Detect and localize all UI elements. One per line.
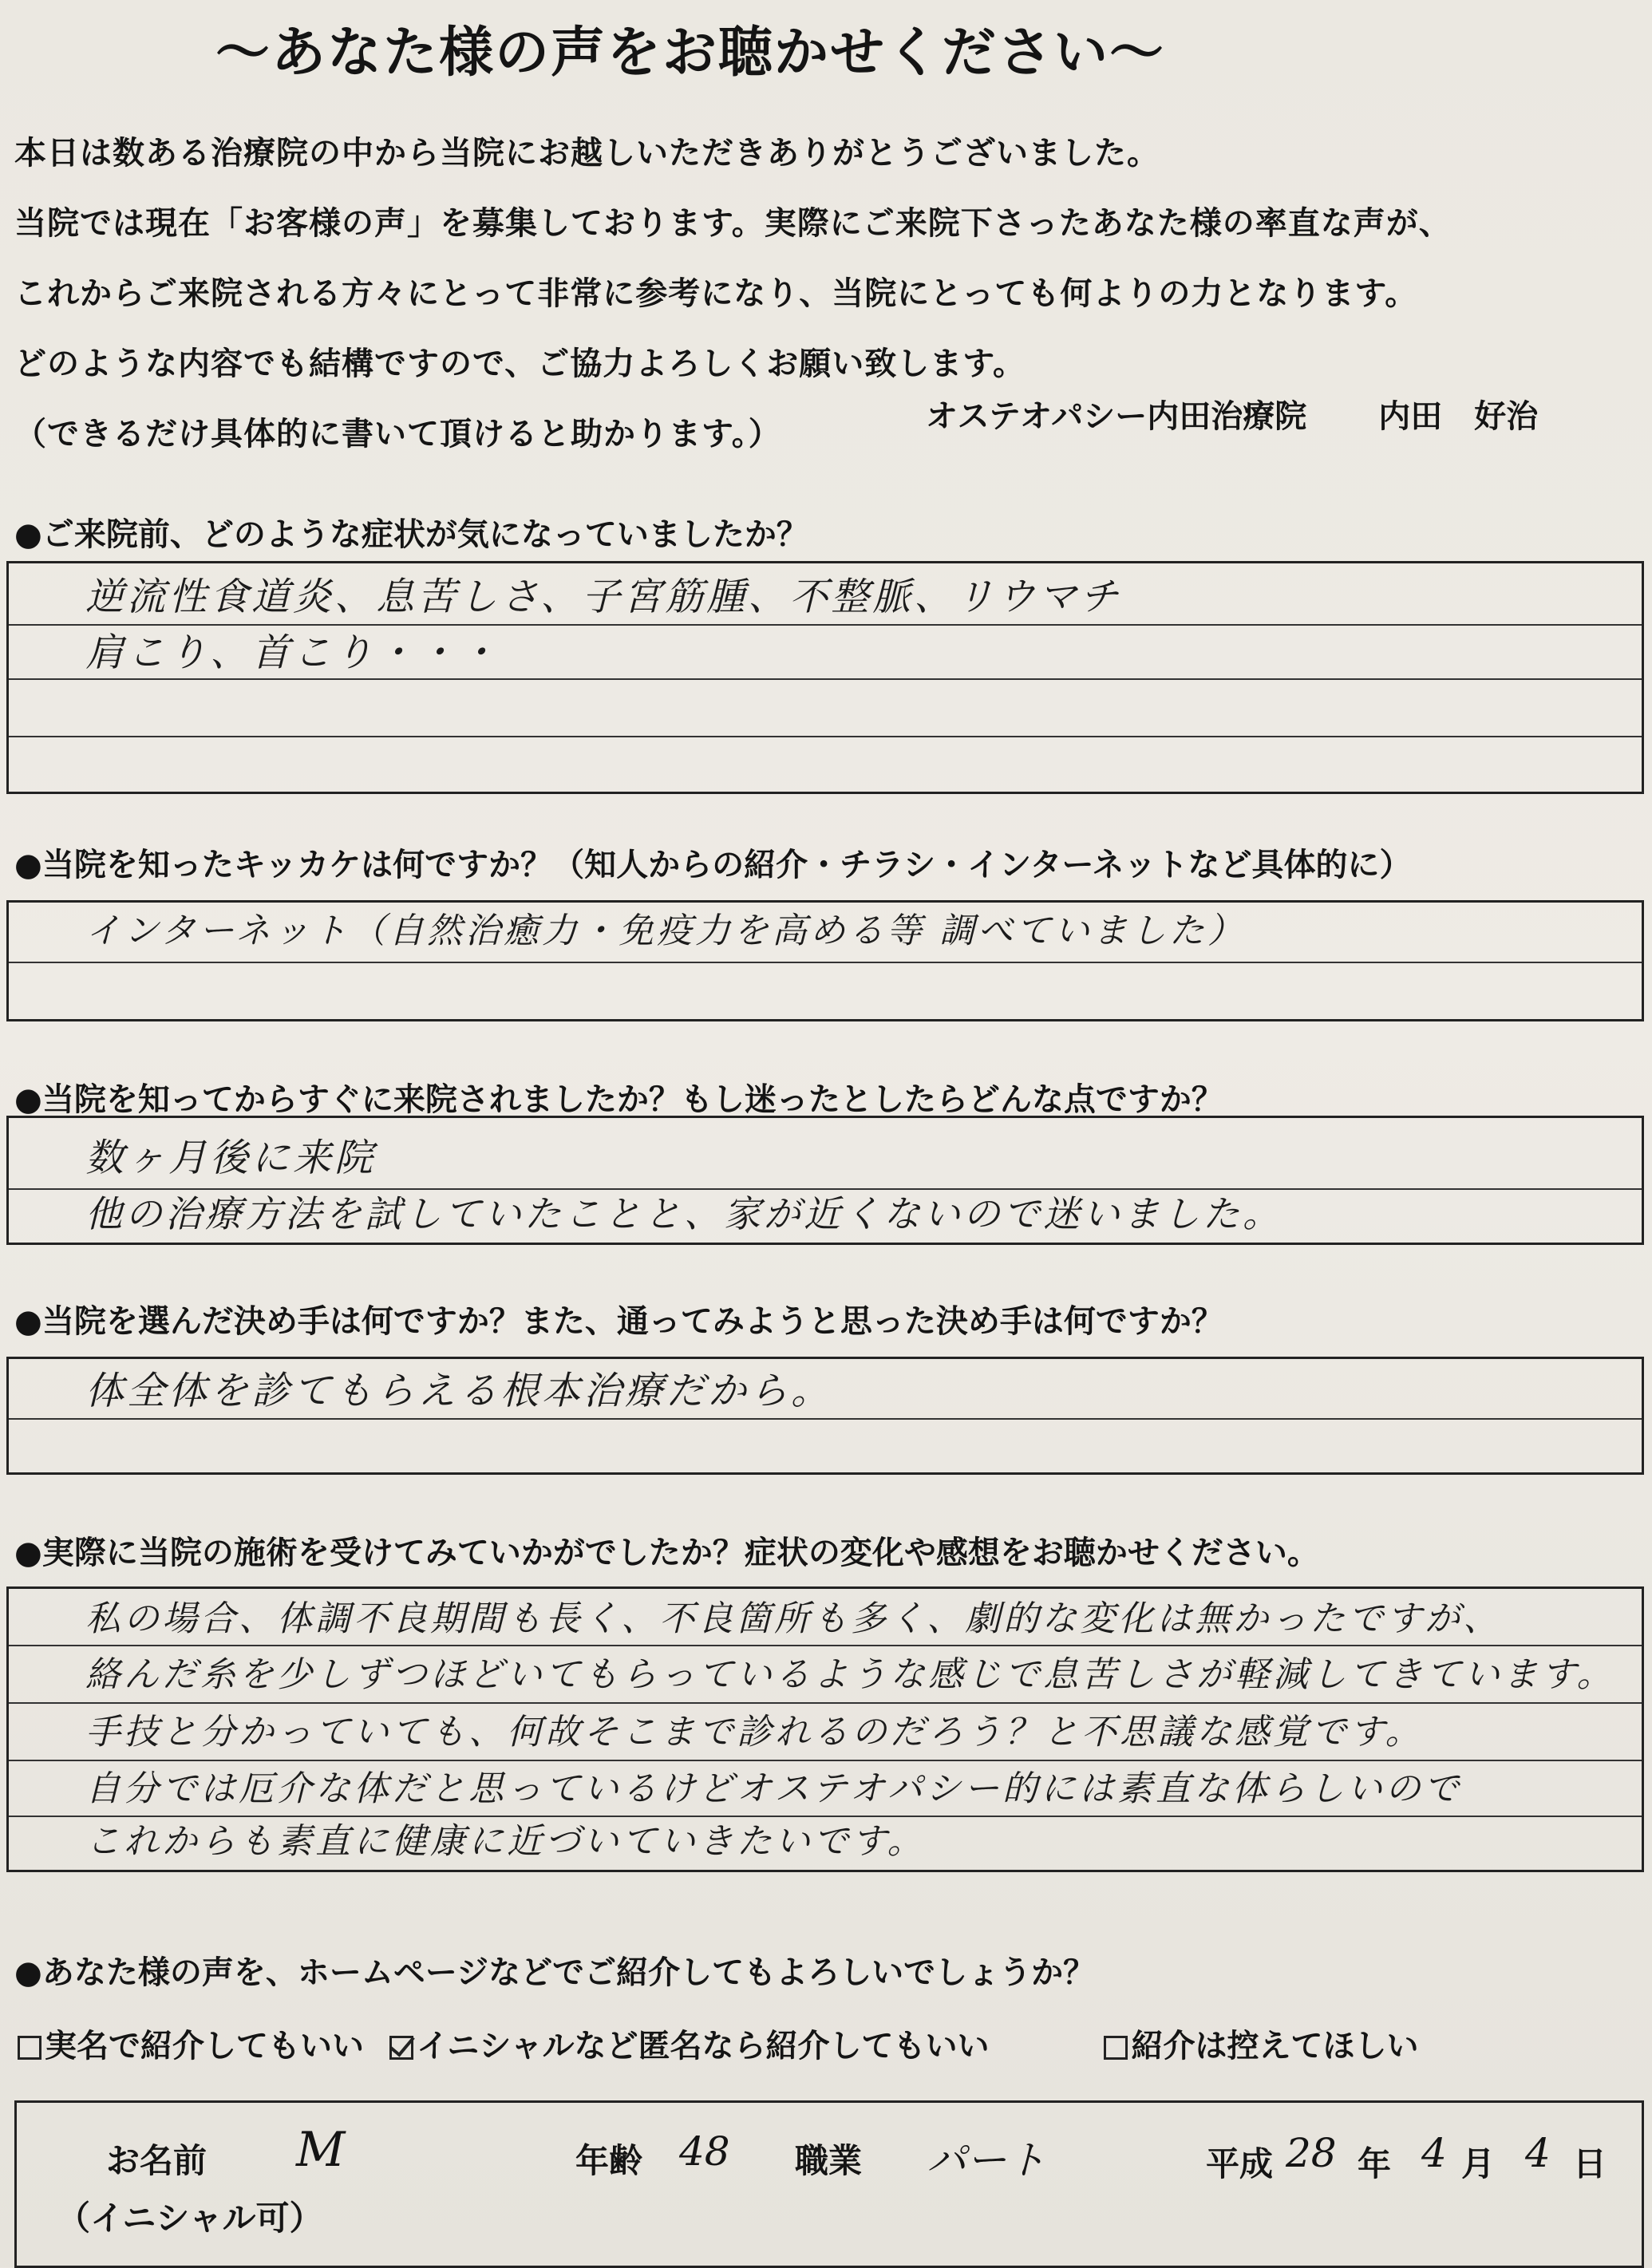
option-label: 紹介は控えてほしい [1131, 2028, 1419, 2065]
answer-line [9, 737, 1642, 792]
answer-box-2 [6, 900, 1644, 1021]
intro-line: 当院では現在「お客様の声」を募集しております。実際にご来院下さったあなた様の率直な声が、 [14, 205, 1452, 242]
answer-line: 他の治療方法を試していたことと、家が近くないので迷いました。 [85, 1192, 1282, 1235]
answer-line: 逆流性食道炎、息苦しさ、子宮筋腫、不整脈、リウマチ [9, 563, 1642, 626]
answer-line [9, 963, 1642, 1019]
name-label: お名前 [106, 2141, 207, 2180]
clinic-name: オステオパシー内田治療院 [926, 398, 1307, 435]
name-value: M [296, 2122, 346, 2178]
checkbox-anonymous-checked[interactable] [389, 2036, 413, 2060]
answer-line: 自分では厄介な体だと思っているけどオステオパシー的には素直な体らしいので [9, 1761, 1642, 1817]
job-label: 職業 [795, 2141, 863, 2180]
age-value: 48 [679, 2128, 730, 2175]
year-label: 年 [1358, 2144, 1392, 2183]
year-value: 28 [1286, 2130, 1337, 2176]
question-5: ●実際に当院の施術を受けてみていかがでしたか？症状の変化や感想をお聴かせください。 [14, 1535, 1319, 1571]
month-label: 月 [1461, 2144, 1496, 2183]
answer-line: 絡んだ糸を少しずつほどいてもらっているような感じで息苦しさが軽減してきています。 [9, 1646, 1642, 1704]
answer-line: 私の場合、体調不良期間も長く、不良箇所も多く、劇的な変化は無かったですが、 [9, 1589, 1642, 1646]
respondent-info [14, 2100, 1644, 2268]
answer-line: 体全体を診てもらえる根本治療だから。 [9, 1359, 1642, 1420]
age-label: 年齢 [575, 2141, 643, 2180]
option-label: イニシャルなど匿名なら紹介してもいい [416, 2028, 990, 2065]
checkbox-real-name[interactable] [18, 2036, 41, 2060]
answer-box-5 [6, 1586, 1644, 1872]
answer-line [9, 1420, 1642, 1472]
answer-box-3 [6, 1116, 1644, 1245]
intro-line: （できるだけ具体的に書いて頂けると助かります。） [14, 416, 781, 452]
era-label: 平成 [1206, 2144, 1274, 2183]
name-note: （イニシャル可） [57, 2199, 323, 2238]
question-2: ●当院を知ったキッカケは何ですか？（知人からの紹介・チラシ・インターネットなど具体的に） [14, 847, 1412, 883]
answer-line: 手技と分かっていても、何故そこまで診れるのだろう？と不思議な感覚です。 [9, 1704, 1642, 1761]
answer-line [9, 680, 1642, 737]
option-real-name[interactable] [18, 2021, 364, 2066]
option-label: 実名で紹介してもいい [45, 2028, 364, 2065]
answer-box-4 [6, 1357, 1644, 1475]
director-name: 内田 好治 [1378, 398, 1539, 435]
question-publish: ●あなた様の声を、ホームページなどでご紹介してもよろしいでしょうか？ [14, 1954, 1096, 1991]
intro-line: どのような内容でも結構ですので、ご協力よろしくお願い致します。 [14, 346, 1026, 382]
answer-line: インターネット（自然治癒力・免疫力を高める等 調べていました） [9, 903, 1642, 963]
checkbox-decline[interactable] [1104, 2036, 1128, 2060]
publish-options [18, 2021, 1638, 2066]
answer-line: 数ヶ月後に来院 [9, 1118, 1642, 1190]
month-value: 4 [1421, 2130, 1447, 2176]
day-label: 日 [1573, 2144, 1607, 2183]
question-4: ●当院を選んだ決め手は何ですか？また、通ってみようと思った決め手は何ですか？ [14, 1303, 1223, 1340]
answer-line: これからも素直に健康に近づいていきたいです。 [85, 1821, 926, 1862]
option-anonymous[interactable] [389, 2021, 990, 2066]
question-1: ●ご来院前、どのような症状が気になっていましたか？ [14, 516, 808, 553]
intro-line: これからご来院される方々にとって非常に参考になり、当院にとっても何よりの力となります。 [14, 275, 1418, 312]
clinic-signature [926, 391, 1644, 437]
form-title: ～あなた様の声をお聴かせください～ [215, 22, 1166, 85]
job-value: パート [927, 2137, 1046, 2183]
intro-line: 本日は数ある治療院の中から当院にお越しいただきありがとうございました。 [14, 135, 1160, 172]
option-decline[interactable] [1104, 2021, 1418, 2066]
answer-box-1 [6, 561, 1644, 794]
answer-line: 肩こり、首こり・・・ [9, 626, 1642, 680]
question-3: ●当院を知ってからすぐに来院されましたか？もし迷ったとしたらどんな点ですか？ [14, 1081, 1223, 1118]
day-value: 4 [1525, 2130, 1551, 2176]
